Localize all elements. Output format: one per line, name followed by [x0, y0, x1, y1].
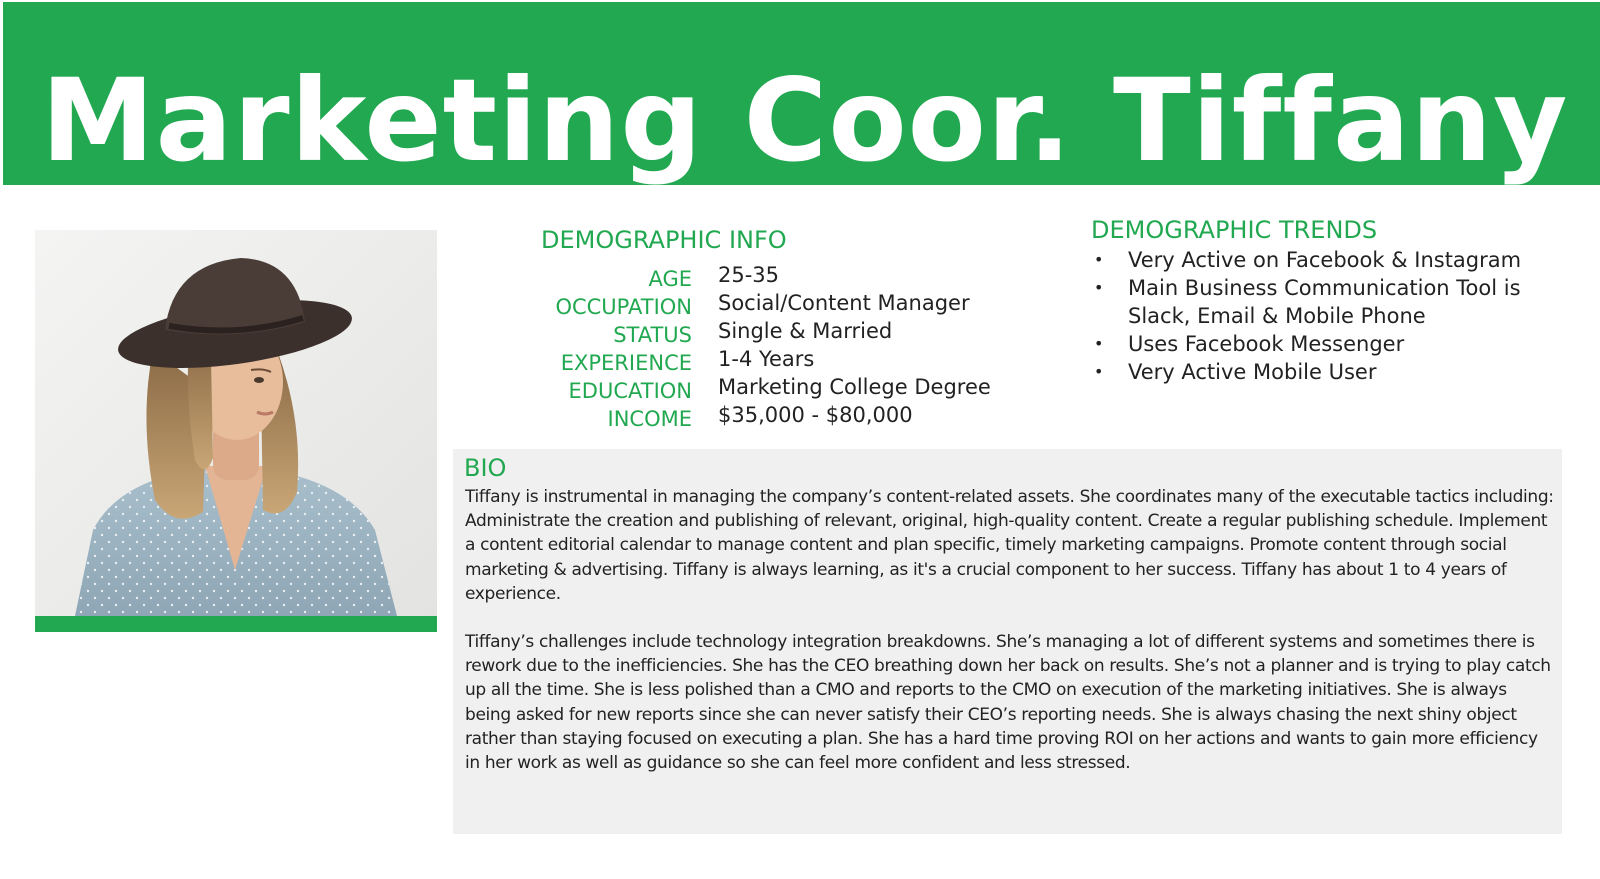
- trend-text: Very Active Mobile User: [1128, 360, 1377, 384]
- persona-photo: [35, 230, 437, 616]
- demo-row-age: [520, 263, 991, 291]
- demo-row-experience: [520, 347, 991, 375]
- trend-text: Main Business Communication Tool is Slack, Email & Mobile Phone: [1128, 276, 1521, 328]
- demo-label: AGE: [648, 267, 692, 291]
- bullet-icon: •: [1094, 250, 1104, 269]
- demographic-info-table: [520, 263, 991, 431]
- bio-paragraph: Tiffany is instrumental in managing the company’s content-related assets. She coordinates many of the executable tactics including: Administrate the creation and publishing of relevant, original, high-quality content. Create a regular publishing schedule. Implement a content editorial calendar to manage content and plan specific, timely marketing campaigns. Promote content through social marketing & advertising. Tiffany is always learning, as it's a crucial component to her success. Tiffany has about 1 to 4 years of experience.: [465, 487, 1554, 604]
- demo-value: Social/Content Manager: [718, 291, 970, 315]
- demo-value: 25-35: [718, 263, 780, 287]
- demo-row-education: [520, 375, 991, 403]
- demo-row-status: [520, 319, 991, 347]
- demo-value: $35,000 - $80,000: [718, 403, 913, 427]
- trend-text: Uses Facebook Messenger: [1128, 332, 1405, 356]
- demo-row-occupation: [520, 291, 991, 319]
- demographic-trends-heading: DEMOGRAPHIC TRENDS: [1091, 216, 1378, 244]
- bio-paragraph: Tiffany’s challenges include technology integration breakdowns. She’s managing a lot of different systems and sometimes there is rework due to the inefficiencies. She has the CEO breathing down her back on results. She’s not a planner and is trying to play catch up all the time. She is less polished than a CMO and reports to the CMO on execution of the marketing initiatives. She is always being asked for new reports since she can never satisfy their CEO’s reporting needs. She is always chasing the next shiny object rather than staying focused on executing a plan. She has a hard time proving ROI on her actions and wants to gain more efficiency in her work as well as guidance so she can feel more confident and less stressed.: [465, 632, 1551, 774]
- persona-photo-image: [35, 230, 437, 616]
- list-item: [1090, 358, 1570, 386]
- list-item: [1090, 274, 1570, 330]
- bio-heading: BIO: [464, 454, 507, 482]
- list-item: [1090, 330, 1570, 358]
- demo-row-income: [520, 403, 991, 431]
- demo-label: STATUS: [613, 323, 692, 347]
- header-bar: [3, 2, 1600, 185]
- demographic-info-heading: DEMOGRAPHIC INFO: [541, 226, 787, 254]
- bullet-icon: •: [1094, 362, 1104, 381]
- trend-text: Very Active on Facebook & Instagram: [1128, 248, 1522, 272]
- demographic-trends-list: [1090, 246, 1570, 386]
- bio-panel: [453, 449, 1562, 834]
- list-item: [1090, 246, 1570, 274]
- persona-photo-frame: [35, 230, 437, 632]
- demo-label: EDUCATION: [568, 379, 692, 403]
- demo-label: OCCUPATION: [555, 295, 692, 319]
- demo-value: Marketing College Degree: [718, 375, 991, 399]
- bullet-icon: •: [1094, 278, 1104, 297]
- demo-label: INCOME: [607, 407, 692, 431]
- demo-label: EXPERIENCE: [560, 351, 692, 375]
- photo-accent-bar: [35, 616, 437, 632]
- demo-value: 1-4 Years: [718, 347, 815, 371]
- page-title: Marketing Coor. Tiffany: [41, 54, 1569, 185]
- bullet-icon: •: [1094, 334, 1104, 353]
- bio-text: [465, 485, 1555, 799]
- demo-value: Single & Married: [718, 319, 893, 343]
